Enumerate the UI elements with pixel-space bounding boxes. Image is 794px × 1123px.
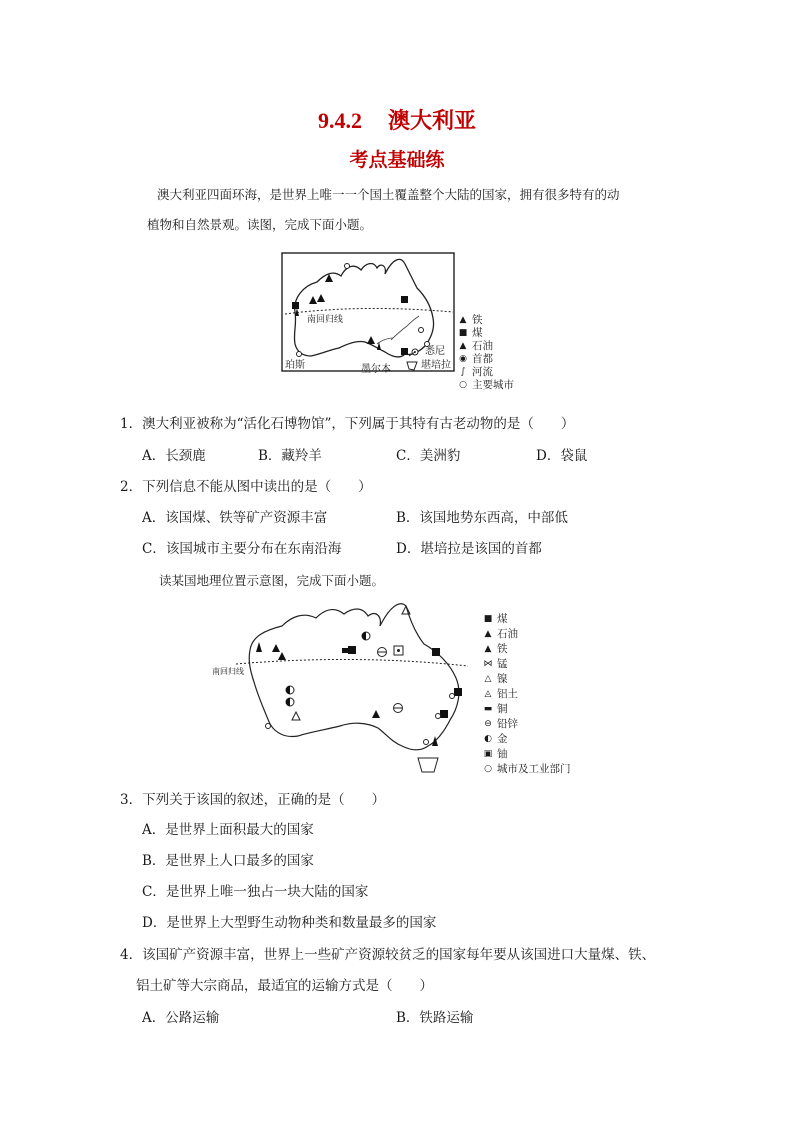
legend-label: 铁 (472, 314, 483, 326)
iron-mark-4 (367, 336, 375, 344)
river-icon: ∫ (460, 367, 466, 377)
city-mark-d (266, 724, 271, 729)
city-mark-1 (345, 264, 350, 269)
iron-mark-a (272, 644, 280, 652)
australia-map-1 (281, 252, 521, 392)
q1-option-b[interactable]: B．藏羚羊 (258, 448, 322, 464)
section-title: 澳大利亚 (387, 108, 476, 134)
tropic-label-2: 南回归线 (212, 667, 244, 676)
question-2-stem: 2．下列信息不能从图中读出的是（ ） (120, 479, 372, 495)
legend-row (482, 717, 571, 732)
city-mark-b (450, 694, 455, 699)
australia-outline-1 (294, 259, 433, 357)
map-1-legend (457, 314, 514, 392)
square-icon: ■ (458, 328, 468, 338)
legend-row (482, 612, 571, 627)
legend-label: 石油 (497, 628, 518, 640)
legend-row (482, 702, 571, 717)
q2-option-c[interactable]: C．该国城市主要分布在东南沿海 (142, 541, 342, 557)
q1-option-d[interactable]: D．袋鼠 (536, 448, 588, 464)
legend-row (457, 314, 514, 327)
tropic-label-1: 南回归线 (307, 315, 344, 325)
legend-label: 煤 (472, 327, 483, 339)
triangle-icon: ▲ (459, 315, 467, 325)
legend-label: 铁 (497, 643, 508, 655)
coal-mark-3 (401, 348, 408, 355)
legend-row (482, 687, 571, 702)
section-number: 9.4.2 (317, 108, 362, 133)
legend-label: 主要城市 (472, 379, 514, 391)
oil-mark-a (256, 642, 262, 652)
legend-label: 金 (497, 733, 508, 745)
hatched-triangle-icon: ◬ (484, 689, 492, 699)
city-mark-c (424, 740, 429, 745)
q3-option-a[interactable]: A．是世界上面积最大的国家 (142, 822, 314, 838)
q1-option-c[interactable]: C．美洲豹 (396, 448, 461, 464)
q3-option-d[interactable]: D．是世界上大型野生动物种类和数量最多的国家 (142, 915, 437, 931)
iron-mark-2 (317, 294, 325, 302)
city-mark-a (436, 714, 441, 719)
iron-mark-b (278, 652, 286, 660)
legend-row (482, 747, 571, 762)
copper-mark-a (342, 648, 354, 653)
river-line-1 (391, 316, 419, 340)
legend-label: 首都 (472, 353, 493, 365)
coal-mark-c (454, 688, 462, 696)
q4-option-a[interactable]: A．公路运输 (142, 1010, 220, 1026)
q3-option-c[interactable]: C．是世界上唯一独占一块大陆的国家 (142, 884, 369, 900)
city-mark-2 (419, 328, 424, 333)
q3-option-b[interactable]: B．是世界上人口最多的国家 (142, 853, 314, 869)
map-2-drawing (206, 596, 476, 780)
legend-row (457, 340, 514, 353)
legend-row (457, 379, 514, 392)
q2-option-a[interactable]: A．该国煤、铁等矿产资源丰富 (142, 510, 328, 526)
half-circle-icon: ◐ (484, 734, 492, 744)
q1-option-a[interactable]: A．长颈鹿 (142, 448, 206, 464)
legend-row (482, 657, 571, 672)
oil-mark-b (432, 736, 438, 746)
city-label-melbourne: 墨尔本 (361, 364, 391, 375)
iron-mark-c (372, 710, 380, 718)
legend-row (482, 627, 571, 642)
coal-mark-2 (401, 296, 408, 303)
legend-label: 锰 (497, 658, 508, 670)
iron-mark-1 (309, 296, 317, 304)
question-4-stem-line-1: 4．该国矿产资源丰富，世界上一些矿产资源较贫乏的国家每年要从该国进口大量煤、铁、 (120, 947, 656, 963)
legend-label: 石油 (472, 340, 493, 352)
legend-label: 镍 (497, 673, 508, 685)
page-title (0, 104, 794, 135)
q2-option-b[interactable]: B．该国地势东西高，中部低 (396, 510, 568, 526)
open-triangle-icon: △ (484, 674, 492, 684)
legend-row (457, 353, 514, 366)
city-label-sydney: 悉尼 (425, 346, 445, 357)
legend-label: 河流 (472, 366, 493, 378)
legend-row (457, 366, 514, 379)
nickel-mark-a (292, 712, 300, 720)
australia-map-2 (206, 596, 596, 780)
question-4-stem-line-2: 铝土矿等大宗商品，最适宜的运输方式是（ ） (136, 978, 433, 994)
oil-derrick-icon: ▲ (484, 629, 492, 639)
intro-line-2: 植物和自然景观。读图，完成下面小题。 (147, 217, 373, 232)
capital-icon: ◉ (459, 354, 467, 364)
question-3-stem: 3．下列关于该国的叙述，正确的是（ ） (120, 792, 386, 808)
question-1-stem: 1．澳大利亚被称为“活化石博物馆”，下列属于其特有古老动物的是（ ） (120, 416, 575, 432)
legend-row (457, 327, 514, 340)
circle-icon: ○ (459, 380, 467, 390)
oil-derrick-icon: ▲ (459, 341, 467, 351)
bar-icon: ▬ (483, 704, 493, 714)
square-icon: ■ (483, 614, 493, 624)
coal-mark-1 (292, 302, 299, 309)
river-line-2 (377, 338, 393, 344)
australia-outline-2 (249, 604, 459, 750)
coal-mark-b (432, 648, 440, 656)
lead-zinc-icon: ⊖ (484, 719, 492, 729)
legend-row (482, 642, 571, 657)
dotted-square-icon: ▣ (483, 749, 493, 759)
legend-label: 铀 (497, 748, 508, 760)
coal-mark-d (440, 710, 448, 718)
intro-line-1: 澳大利亚四面环海，是世界上唯一一个国土覆盖整个大陆的国家，拥有很多特有的动 (157, 187, 620, 202)
map-2-legend (482, 612, 571, 777)
circle-icon: ○ (484, 764, 492, 774)
tropic-line-2 (236, 659, 468, 666)
legend-label: 铅锌 (497, 718, 518, 730)
tasmania-outline-1 (407, 362, 417, 370)
legend-row (482, 762, 571, 777)
city-label-canberra: 堪培拉 (421, 360, 451, 371)
legend-label: 城市及工业部门 (497, 763, 571, 775)
legend-label: 铝土 (497, 688, 518, 700)
uranium-mark-a-dot (397, 649, 400, 652)
tasmania-outline-2 (418, 758, 438, 772)
legend-row (482, 732, 571, 747)
page-subtitle: 考点基础练 (349, 149, 445, 171)
legend-label: 煤 (497, 613, 508, 625)
bowtie-icon: ⋈ (483, 659, 493, 669)
map-2-intro: 读某国地理位置示意图，完成下面小题。 (159, 573, 385, 588)
triangle-icon: ▲ (484, 644, 492, 654)
city-label-perth: 珀斯 (285, 360, 305, 371)
legend-label: 铜 (497, 703, 508, 715)
q4-option-b[interactable]: B．铁路运输 (396, 1010, 474, 1026)
q2-option-d[interactable]: D．堪培拉是该国的首都 (396, 541, 542, 557)
legend-row (482, 672, 571, 687)
